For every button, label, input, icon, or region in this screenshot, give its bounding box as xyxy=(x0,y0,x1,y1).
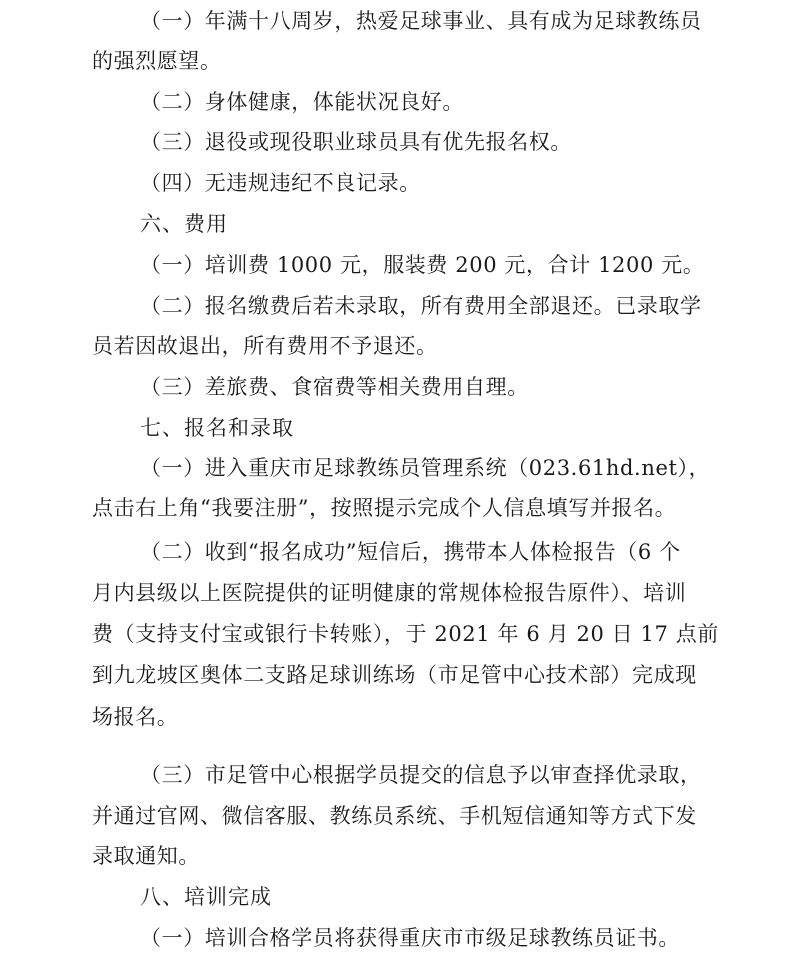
section-heading-registration: 七、报名和录取 xyxy=(140,416,294,440)
paragraph-line: 月内县级以上医院提供的证明健康的常规体检报告原件）、培训 xyxy=(92,581,687,605)
section-heading-fees: 六、费用 xyxy=(140,212,228,236)
paragraph-line: （二）身体健康，体能状况良好。 xyxy=(140,90,464,114)
paragraph-line: （三）市足管中心根据学员提交的信息予以审查择优录取， xyxy=(140,763,702,787)
paragraph-line: 费（支持支付宝或银行卡转账），于 2021 年 6 月 20 日 17 点前 xyxy=(92,622,719,646)
section-heading-completion: 八、培训完成 xyxy=(140,885,272,909)
paragraph-line: （一）年满十八周岁，热爱足球事业、具有成为足球教练员 xyxy=(140,9,702,33)
paragraph-line: （三）退役或现役职业球员具有优先报名权。 xyxy=(140,130,572,154)
paragraph-line: （四）无违规违纪不良记录。 xyxy=(140,171,421,195)
paragraph-line: （一）进入重庆市足球教练员管理系统（023.61hd.net）， xyxy=(140,456,711,480)
paragraph-line: （一）培训费 1000 元，服装费 200 元，合计 1200 元。 xyxy=(140,253,705,277)
paragraph-line: （一）培训合格学员将获得重庆市市级足球教练员证书。 xyxy=(140,926,680,950)
paragraph-line: 的强烈愿望。 xyxy=(92,49,222,73)
paragraph-line: （二）报名缴费后若未录取，所有费用全部退还。已录取学 xyxy=(140,294,702,318)
paragraph-line: 员若因故退出，所有费用不予退还。 xyxy=(92,334,438,358)
paragraph-line: 点击右上角“我要注册”，按照提示完成个人信息填写并报名。 xyxy=(92,496,677,520)
paragraph-line: （二）收到“报名成功”短信后，携带本人体检报告（6 个 xyxy=(140,540,681,564)
paragraph-line: 并通过官网、微信客服、教练员系统、手机短信通知等方式下发 xyxy=(92,804,697,828)
paragraph-line: 录取通知。 xyxy=(92,844,200,868)
paragraph-line: 到九龙坡区奥体二支路足球训练场（市足管中心技术部）完成现 xyxy=(92,663,697,687)
paragraph-line: 场报名。 xyxy=(92,705,179,729)
paragraph-line: （三）差旅费、食宿费等相关费用自理。 xyxy=(140,375,529,399)
